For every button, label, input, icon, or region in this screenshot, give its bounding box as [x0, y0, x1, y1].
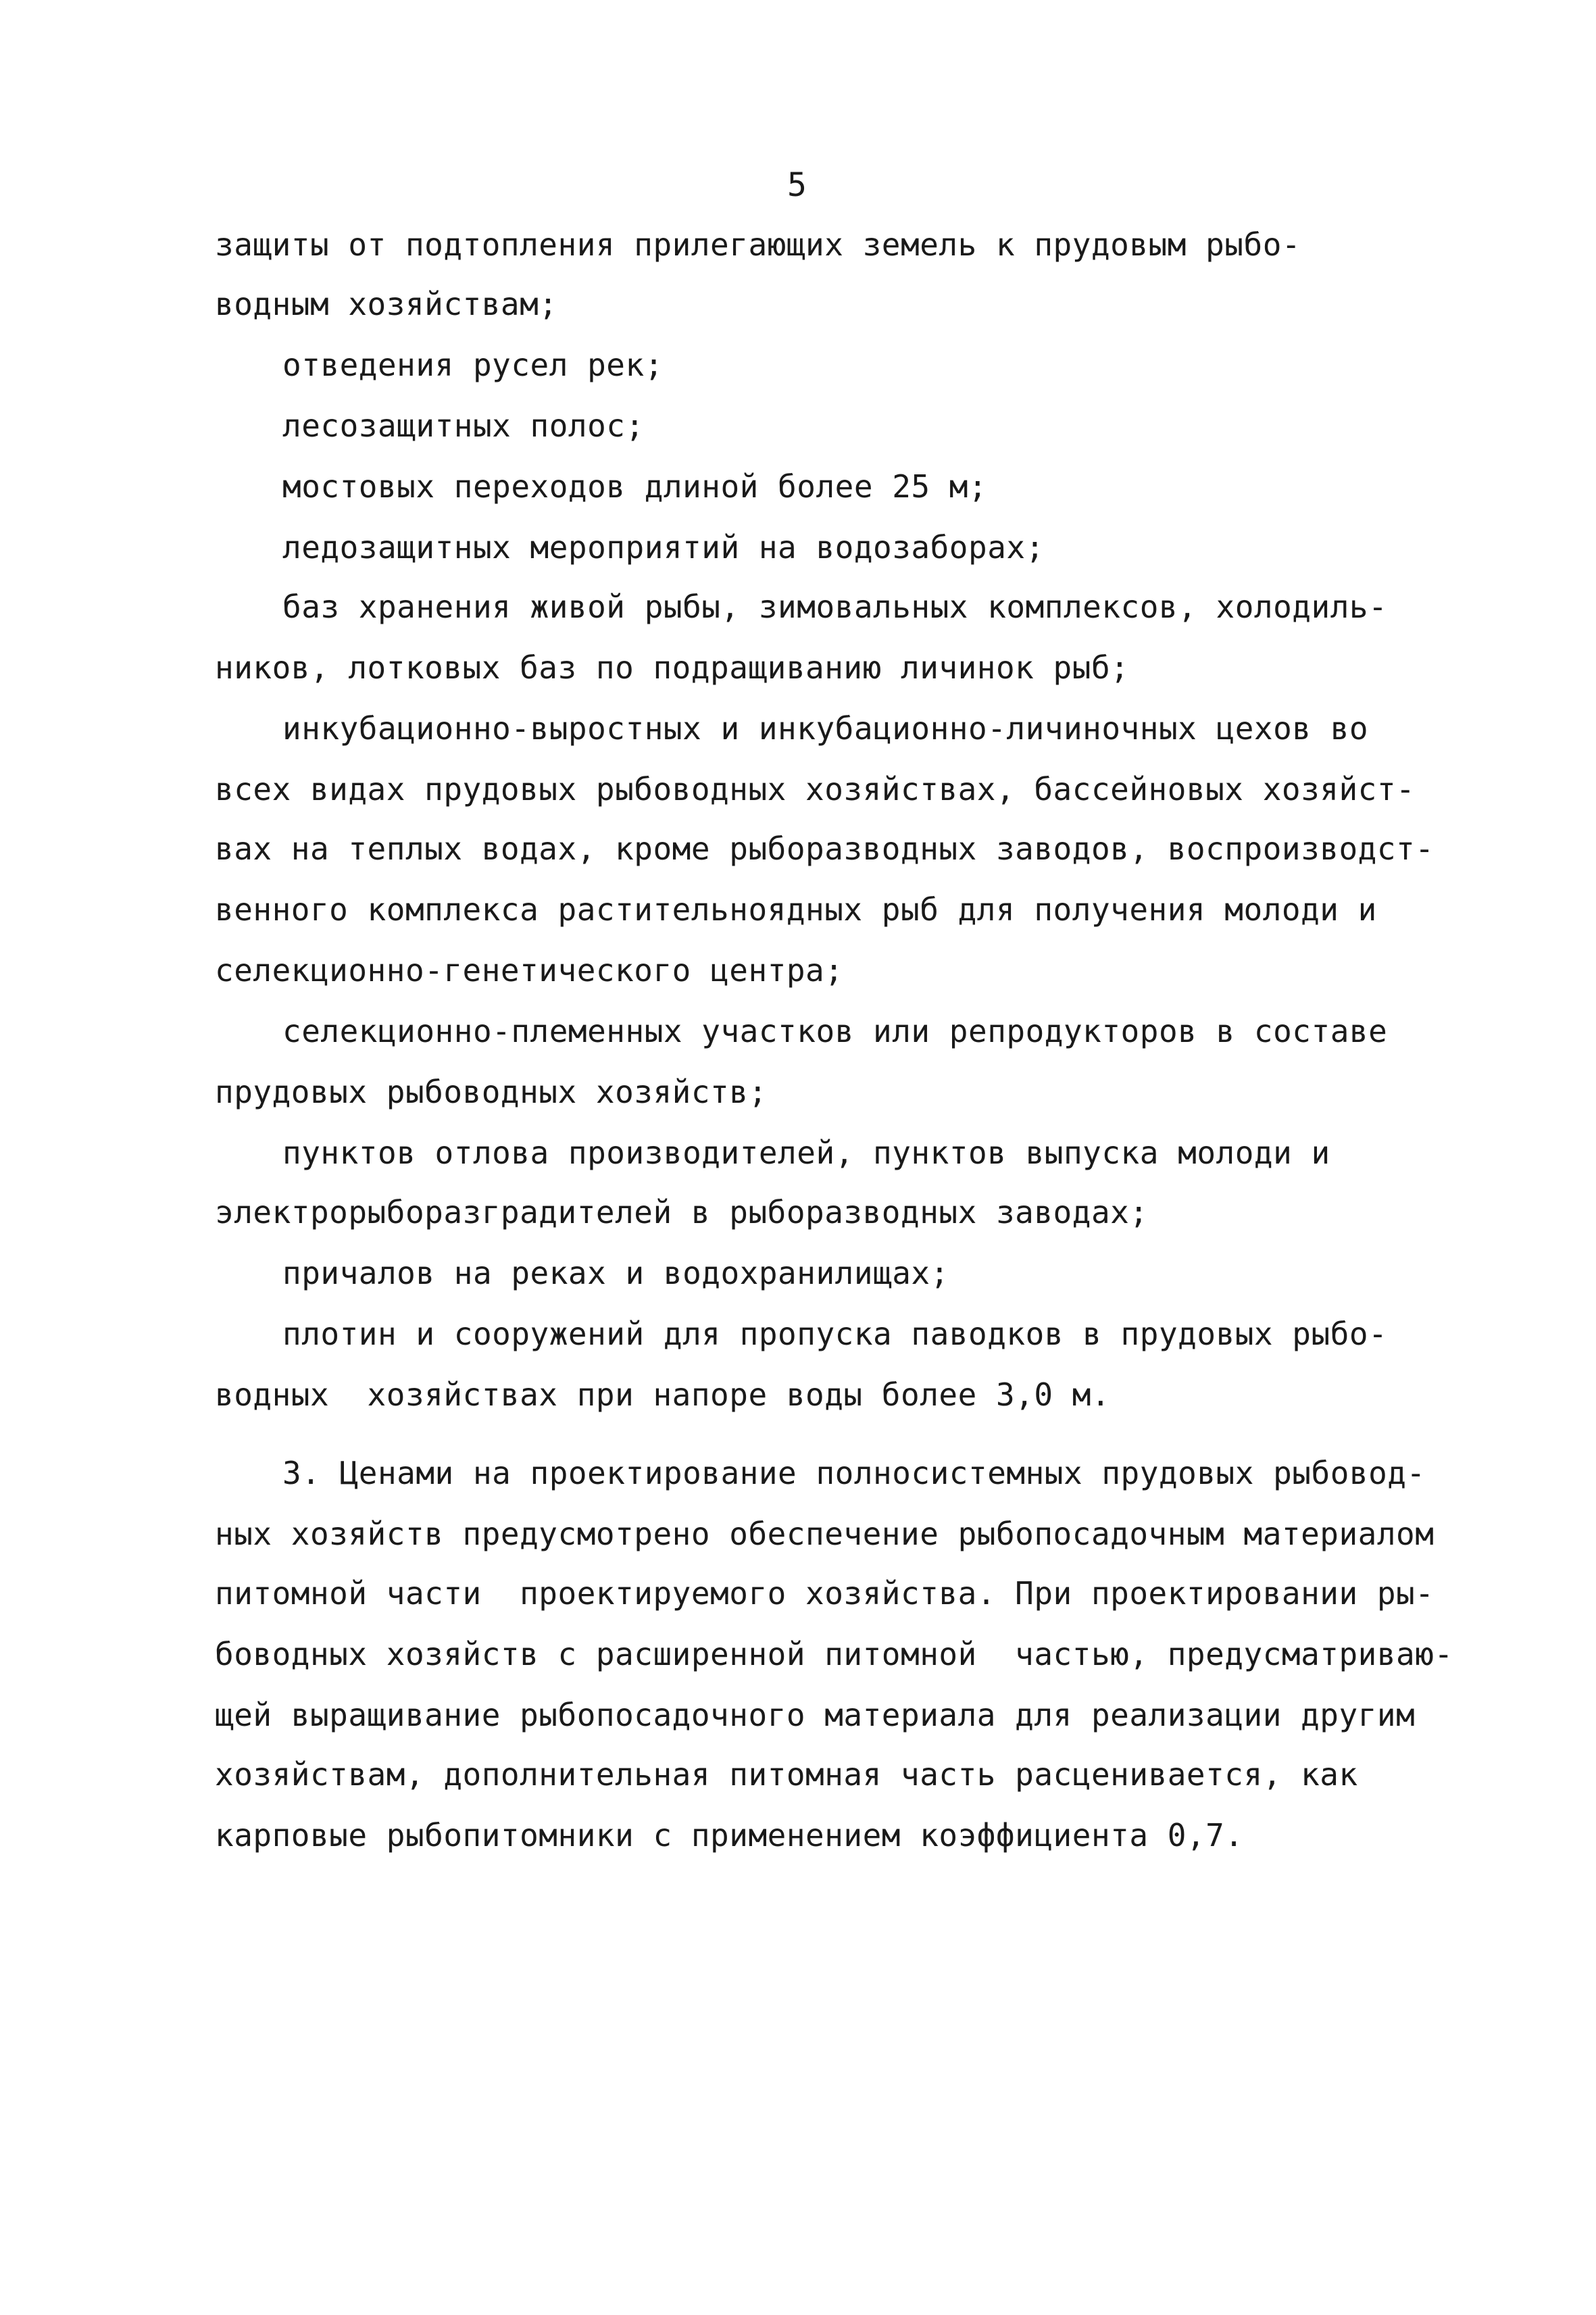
text-line: вах на теплых водах, кроме рыборазводных заводов, воспроизводст- — [215, 830, 1435, 867]
text-line: лесозащитных полос; — [282, 407, 645, 444]
text-line: водных хозяйствах при напоре воды более 3,0 м. — [215, 1376, 1111, 1413]
text-line: водным хозяйствам; — [215, 286, 558, 322]
text-line: отведения русел рек; — [282, 347, 664, 383]
text-line: ников, лотковых баз по подращиванию личинок рыб; — [215, 649, 1130, 686]
text-line: 3. Ценами на проектирование полносистемных прудовых рыбовод- — [282, 1455, 1426, 1491]
page-number: 5 — [787, 166, 807, 204]
text-line: боводных хозяйств с расширенной питомной частью, предусматриваю- — [215, 1636, 1453, 1672]
text-line: карповые рыбопитомники с применением коэффициента 0,7. — [215, 1817, 1244, 1853]
text-line: хозяйствам, дополнительная питомная часть расценивается, как — [215, 1756, 1358, 1793]
text-line: ледозащитных мероприятий на водозаборах; — [282, 529, 1045, 566]
text-line: селекционно-генетического центра; — [215, 952, 844, 989]
text-line: баз хранения живой рыбы, зимовальных комплексов, холодиль- — [282, 589, 1388, 625]
text-line: венного комплекса растительноядных рыб для получения молоди и — [215, 891, 1377, 928]
text-line: прудовых рыбоводных хозяйств; — [215, 1074, 768, 1110]
text-line: плотин и сооружений для пропуска паводков в прудовых рыбо- — [282, 1316, 1388, 1352]
text-line: ных хозяйств предусмотрено обеспечение рыбопосадочным материалом — [215, 1516, 1435, 1552]
text-line: пунктов отлова производителей, пунктов выпуска молоди и — [282, 1135, 1330, 1171]
text-line: всех видах прудовых рыбоводных хозяйствах, бассейновых хозяйст- — [215, 771, 1416, 807]
text-line: инкубационно-выростных и инкубационно-личиночных цехов во — [282, 710, 1369, 747]
text-line: электрорыборазградителей в рыборазводных заводах; — [215, 1194, 1149, 1230]
text-line: мостовых переходов длиной более 25 м; — [282, 468, 988, 505]
text-line: причалов на реках и водохранилищах; — [282, 1255, 949, 1291]
text-line: селекционно-племенных участков или репродукторов в составе — [282, 1013, 1388, 1049]
text-line: защиты от подтопления прилегающих земель к прудовым рыбо- — [215, 226, 1301, 263]
text-line: питомной части проектируемого хозяйства. При проектировании ры- — [215, 1575, 1435, 1612]
text-line: щей выращивание рыбопосадочного материала для реализации другим — [215, 1697, 1416, 1733]
